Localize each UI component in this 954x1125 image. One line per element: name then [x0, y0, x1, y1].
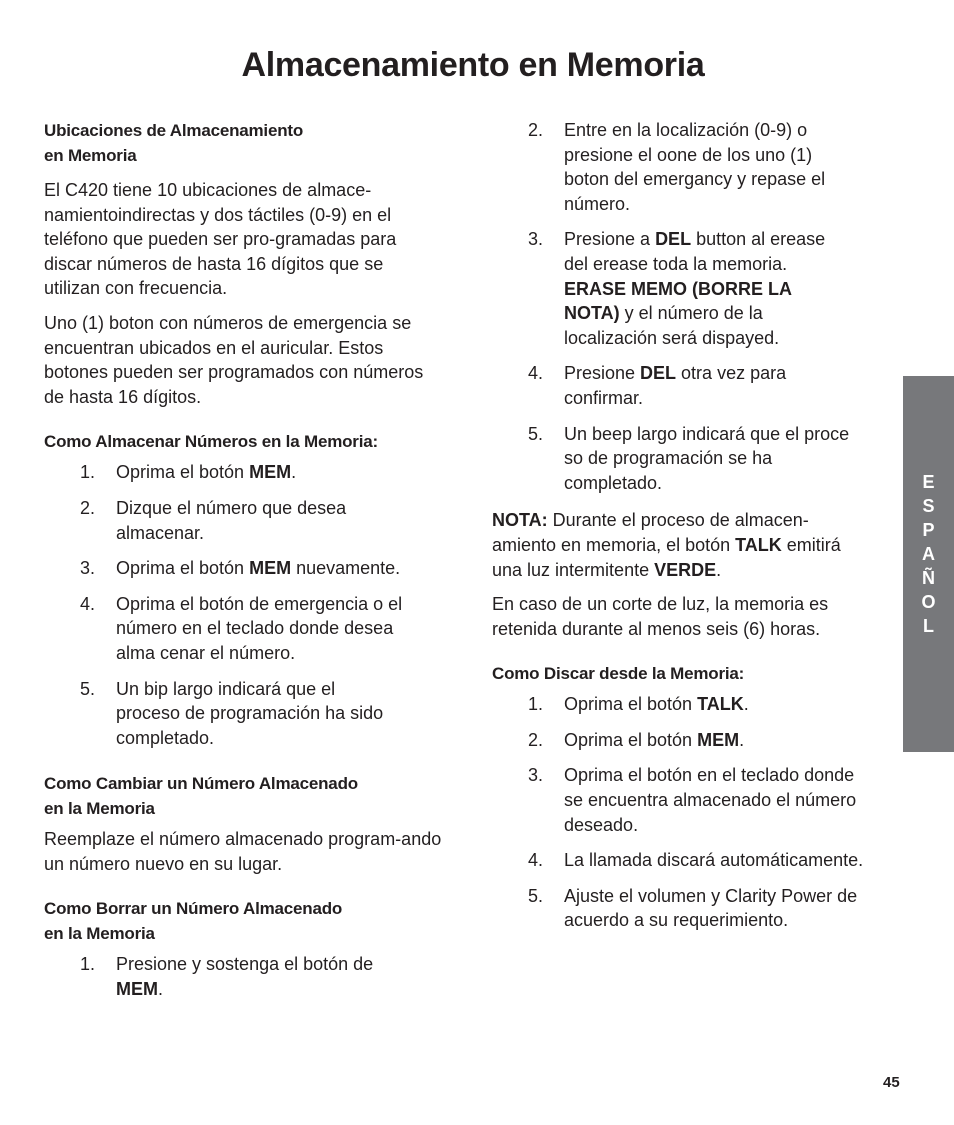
list-item: 1. Oprima el botón TALK.	[528, 694, 749, 715]
list-item: 3. Presione a DEL button al erease del erease toda la memoria. ERASE MEMO (BORRE LA NOTA) y el número de la localización será dispayed.	[528, 229, 826, 348]
store-heading: Como Almacenar Números en la Memoria:	[44, 432, 378, 452]
list-item: 3. Oprima el botón MEM nuevamente.	[80, 558, 401, 579]
list-item: 4. Presione DEL otra vez para confirmar.	[528, 363, 787, 408]
list-item: 2. Oprima el botón MEM.	[528, 729, 745, 750]
tab-letter: O	[921, 592, 936, 612]
list-item: 5. Un bip largo indicará que el proceso de programación ha sido completado.	[80, 678, 384, 748]
tab-letter: L	[923, 616, 934, 636]
language-side-tab	[903, 376, 954, 752]
list-item: 1. Oprima el botón MEM.	[80, 462, 297, 483]
intro-paragraph-1: El C420 tiene 10 ubicaciones de almace-namientoindirectas y dos táctiles (0-9) en el teléfono que pueden ser pro-gramadas para discar números de hasta 16 dígitos que se utilizan con frecuencia.	[44, 180, 397, 299]
erase-heading-line-2: en la Memoria	[44, 924, 155, 944]
erase-heading-line-1: Como Borrar un Número Almacenado	[44, 899, 343, 919]
list-item: 2. Entre en la localización (0-9) o presione el oone de los uno (1) boton del emergancy y repase el número.	[528, 120, 826, 214]
erase-heading	[44, 896, 454, 946]
storage-heading	[44, 118, 454, 168]
tab-letter: P	[922, 520, 935, 540]
note-paragraph: NOTA: Durante el proceso de almacen-amiento en memoria, el botón TALK emitirá una luz intermitente VERDE.	[492, 510, 841, 580]
store-steps-list	[44, 460, 410, 750]
list-item: 2. Dizque el número que desea almacenar.	[80, 497, 347, 543]
page-title: Almacenamiento en Memoria	[241, 46, 705, 84]
erase-steps-list-cont	[492, 118, 848, 495]
dial-steps-list	[492, 692, 904, 933]
storage-heading-line-2: en Memoria	[44, 146, 137, 165]
list-item: 5. Ajuste el volumen y Clarity Power de acuerdo a su requerimiento.	[528, 885, 858, 931]
intro-paragraph-2: Uno (1) boton con números de emergencia se encuentran ubicados en el auricular. Estos botones pueden ser programados con números de hasta 16 dígitos.	[44, 312, 424, 407]
list-item: 5. Un beep largo indicará que el proce so de programación se ha completado.	[528, 423, 850, 493]
change-paragraph: Reemplaze el número almacenado program-ando un número nuevo en su lugar.	[44, 829, 442, 874]
tab-letter: A	[922, 544, 935, 564]
storage-heading-line-1: Ubicaciones de Almacenamiento	[44, 121, 304, 140]
note-label: NOTA:	[492, 510, 548, 531]
change-heading-line-1: Como Cambiar un Número Almacenado	[44, 774, 358, 794]
list-item: 1. Presione y sostenga el botón de MEM.	[80, 954, 374, 1000]
dial-heading: Como Discar desde la Memoria:	[492, 664, 745, 684]
tab-letter: E	[922, 472, 935, 492]
list-item: 4. La llamada discará automáticamente.	[528, 850, 864, 871]
change-heading-line-2: en la Memoria	[44, 799, 155, 819]
list-item: 3. Oprima el botón en el teclado donde se encuentra almacenado el número deseado.	[528, 765, 857, 835]
right-column	[492, 118, 902, 944]
left-column	[44, 118, 454, 1013]
page-number: 45	[883, 1074, 900, 1091]
tab-letter: Ñ	[922, 568, 935, 588]
list-item: 4. Oprima el botón de emergencia o el número en el teclado donde desea alma cenar el número.	[80, 593, 403, 663]
erase-steps-list-start	[44, 952, 380, 1001]
tab-letter: S	[922, 496, 935, 516]
power-paragraph: En caso de un corte de luz, la memoria es retenida durante al menos seis (6) horas.	[492, 594, 829, 639]
change-heading	[44, 771, 454, 821]
